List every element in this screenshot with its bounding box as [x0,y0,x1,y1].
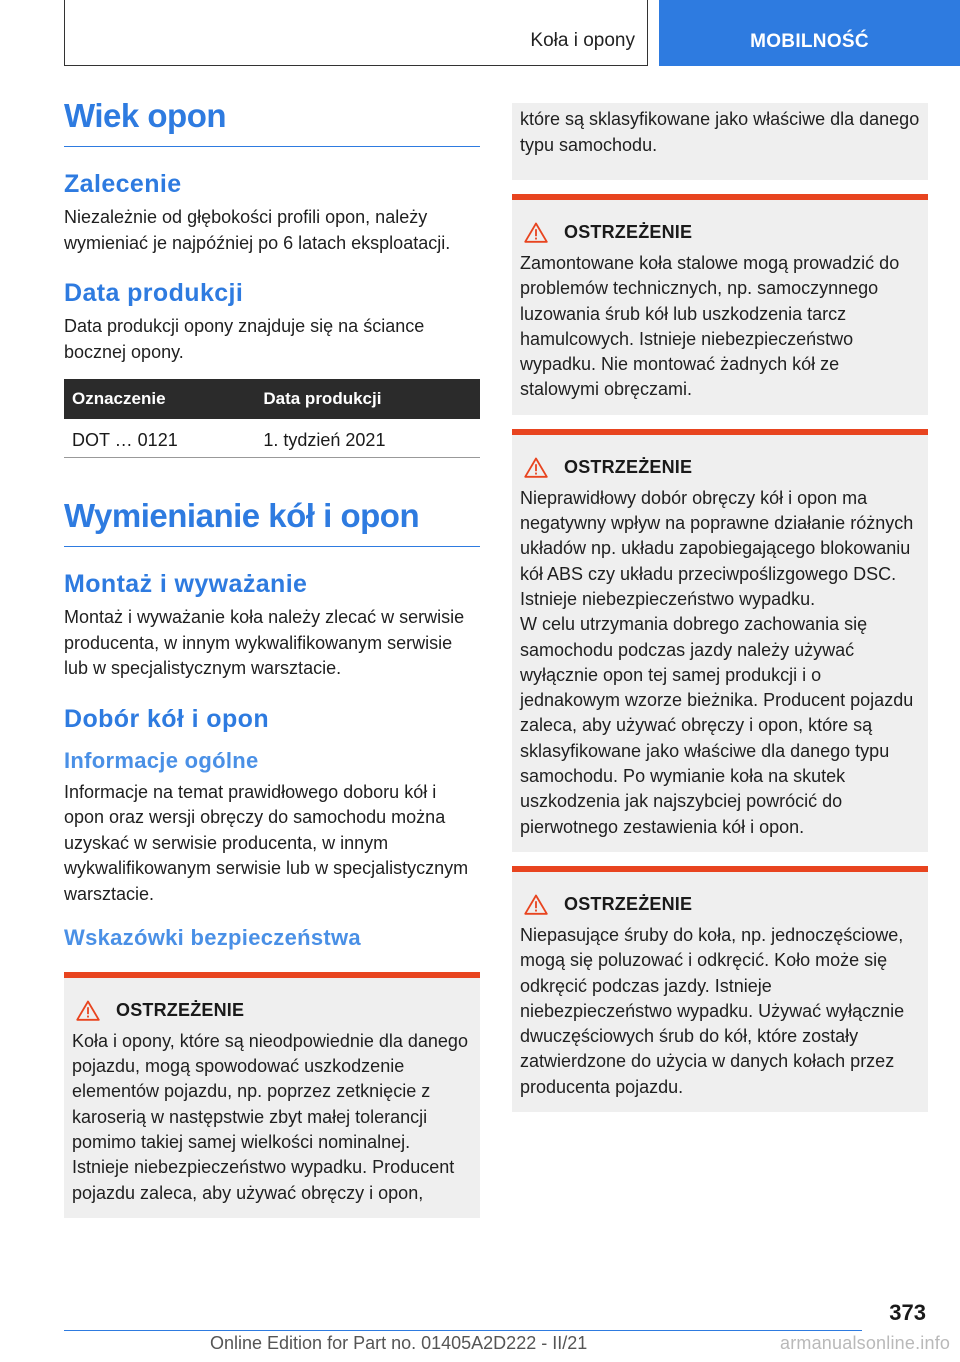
header-section-box [64,0,648,66]
warning-box-2 [512,194,928,415]
heading-production-date: Data produkcji [64,279,244,308]
table-header-cell: Oznaczenie [64,379,255,419]
warning-header [520,222,920,243]
left-column [64,98,480,1218]
warning-text: Koła i opony, które są nieodpowiednie dla danego pojazdu, mogą spowodować uszkodzenie elementów pojazdu, np. poprzez zetknięcie z karoserią w następstwie zbyt małej tolerancji pomimo takiej samej wielkości nominalnej. Istnieje niebezpieczeństwo wypadku. Producent pojazdu zaleca, aby używać obręczy i opon, [72,1030,468,1203]
warning-text: Nieprawidłowy dobór obręczy kół i opon ma negatywny wpływ na poprawne działanie różnych układów np. układu zapobiegającego blokowaniu kół ABS czy układu przeciwpoślizgowego DSC. Istnieje niebezpieczeństwo wypadku. [520,487,914,609]
warning-label: OSTRZEŻENIE [564,893,693,914]
warning-text: Zamontowane koła stalowe mogą prowadzić do problemów technicznych, np. samoczynnego luzowania śrub kół lub uszkodzenia tarcz hamulcowych. Istnieje niebezpieczeństwo wypadku. Nie montować żadnych kół ze stalowymi obręczami. [520,253,900,400]
footer-divider [64,1330,862,1331]
title-wheel-replacement: Wymienianie kół i opon [64,498,480,547]
table-cell: 1. tydzień 2021 [255,419,480,457]
warning-header [72,1000,472,1021]
text-general-info: Informacje na temat prawidłowego doboru kół i opon oraz wersji obręczy do samochodu można uzyskać w serwisie producenta, w innym wykwalifikowanym serwisie lub w specjalistycznym warsztacie. [64,781,469,904]
text-recommendation: Niezależnie od głębokości profili opon, należy wymieniać je najpóźniej po 6 latach eksploatacji. [64,207,451,253]
warning-label: OSTRZEŻENIE [564,456,693,477]
header-chapter-tab[interactable] [659,0,960,66]
heading-recommendation: Zalecenie [64,170,182,199]
header-chapter-label: MOBILNOŚĆ [750,31,869,52]
heading-selection: Dobór kół i opon [64,704,269,733]
title-tire-age: Wiek opon [64,98,480,147]
warning-label: OSTRZEŻENIE [564,222,693,242]
right-column [512,103,928,1112]
warning-triangle-icon [76,1000,100,1021]
warning-header [520,457,920,478]
warning-text-2: W celu utrzymania dobrego zachowania się samochodu podczas jazdy należy używać wyłącznie opon tej samej produkcji i o jednakowym wzorze bieżnika. Producent pojazdu zaleca, aby używać obręczy i opon, które są sklasyfikowane jako właściwe dla danego typu samochodu. Po wymianie koła na skutek uszkodzenia jak najszybciej powrócić do pierwotnego zestawienia kół i opon. [520,614,914,837]
heading-general-info: Informacje ogólne [64,747,259,773]
warning-continuation [512,103,928,180]
footer-watermark[interactable]: armanualsonline.info [780,1333,951,1353]
warning-box-4 [512,866,928,1112]
warning-text: Niepasujące śruby do koła, np. jednoczęściowe, mogą się poluzować i odkręcić. Koło może się odkręcić podczas jazdy. Istnieje niebezpieczeństwo wypadku. Używać wyłącznie dwuczęściowych śrub do kół, które zostały zatwierdzone do użycia w danych kołach przez producenta pojazdu. [520,924,905,1097]
table-header-row [64,379,480,419]
warning-box-1 [64,972,480,1218]
warning-box-3 [512,429,928,852]
page-number: 373 [889,1300,926,1325]
warning-continuation-text: które są sklasyfikowane jako właściwe dla danego typu samochodu. [520,109,920,155]
warning-label: OSTRZEŻENIE [116,999,245,1020]
table-row [64,419,480,457]
warning-triangle-icon [524,222,548,243]
production-date-table [64,379,480,458]
text-production-date: Data produkcji opony znajduje się na ściance bocznej opony. [64,316,425,362]
heading-mounting: Montaż i wyważanie [64,570,308,599]
heading-safety: Wskazówki bezpieczeństwa [64,925,361,951]
header-section-title: Koła i opony [530,30,635,51]
warning-triangle-icon [524,894,548,915]
warning-header [520,894,920,915]
table-cell: DOT … 0121 [64,419,255,457]
warning-triangle-icon [524,457,548,478]
footer-edition: Online Edition for Part no. 01405A2D222 - II/21 [210,1333,588,1353]
text-mounting: Montaż i wyważanie koła należy zlecać w serwisie producenta, w innym wykwalifikowanym serwisie lub w specjalistycznym warsztacie. [64,607,465,679]
table-header-cell: Data produkcji [255,379,480,419]
